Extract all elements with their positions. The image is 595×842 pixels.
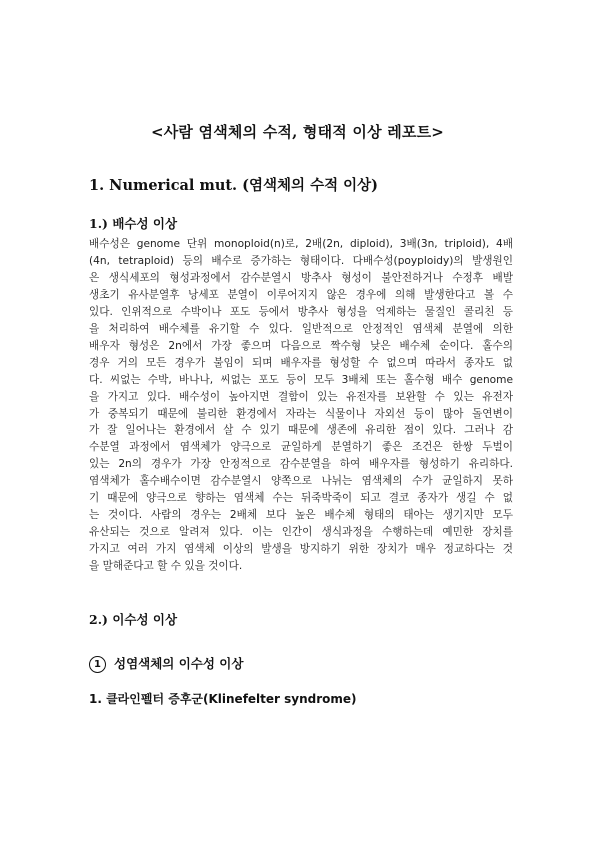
paragraph-line: 있다. 인위적으로 수박이나 포도 등에서 방추사 형성을 억제하는 물질인 콜리친 등 [89,305,513,318]
paragraph-line: 염색체가 홀수배수이면 감수분열시 양쪽으로 나뉘는 염색체의 수가 균일하지 못하 [89,475,513,488]
paragraph-line: 가지고 여러 가지 염색체 이상의 발생을 방지하기 위한 장치가 매우 정교하다는 것 [89,543,513,556]
paragraph-line: 생초기 유사분열후 낭세포 분열이 이루어지지 않은 경우에 의해 발생한다고 볼 수 [89,288,513,301]
paragraph-line: 은 생식세포의 형성과정에서 감수분열시 방추사 형성이 불안전하거나 수정후 배발 [89,271,513,284]
item-heading-text: 성염색체의 이수성 이상 [114,656,244,671]
item-heading-sex-chromosome [89,654,243,673]
section-heading-numerical: 1. Numerical mut. (염색체의 수적 이상) [89,177,379,194]
subsection-heading-polyploidy: 1.) 배수성 이상 [89,216,178,231]
paragraph-line: 다. 씨없는 수박, 바나나, 씨없는 포도 등이 모두 3배체 또는 홀수형 배수 genome [89,373,513,386]
paragraph-line: 경우 거의 모든 경우가 불임이 되며 배우자를 형성할 수 없으며 따라서 종자도 없 [89,356,513,369]
circled-number-marker: 1 [89,656,106,673]
paragraph-line: 을 가지고 있다. 배수성이 높아지면 결함이 있는 유전자를 보완할 수 있는 유전자 [89,390,513,403]
paragraph-line: (4n, tetraploid) 등의 배수로 증가하는 형태이다. 다배수성(poyploidy)의 발생원인 [89,254,513,267]
paragraph-line: 기 때문에 양극으로 향하는 염색체 수는 뒤죽박죽이 되고 결코 종자가 생길 수 없 [89,492,513,505]
paragraph-line: 있는 2n의 경우가 가장 안정적으로 감수분열을 하여 배우자를 형성하기 유리하다. [89,458,513,471]
subitem-heading-klinefelter: 1. 클라인펠터 증후군(Klinefelter syndrome) [89,692,357,706]
paragraph-line: 을 처리하여 배수체를 유기할 수 있다. 일반적으로 안정적인 염색체 분열에 의한 [89,322,513,335]
paragraph-line: 가 잘 일어나는 환경에서 살 수 있기 때문에 생존에 유리한 점이 있다. 그러나 감 [89,424,513,437]
subsection-heading-aneuploidy: 2.) 이수성 이상 [89,612,178,627]
paragraph-line: 을 말해준다고 할 수 있을 것이다. [89,560,243,573]
paragraph-line: 는 것이다. 사람의 경우는 2배체 보다 높은 배수체 형태의 태아는 생기지만 모두 [89,509,513,522]
paragraph-line: 가 중복되기 때문에 불리한 환경에서 자라는 식물이나 자외선 등이 많아 돌연변이 [89,407,513,420]
paragraph-line: 배수성은 genome 단위 monoploid(n)로, 2배(2n, diploid), 3배(3n, triploid), 4배 [89,238,513,250]
paragraph-line: 수분열 과정에서 염색체가 양극으로 균일하게 분열하기 좋은 조건은 한쌍 두벌이 [89,441,513,454]
polyploidy-paragraph [89,236,513,575]
document-title: <사람 염색체의 수적, 형태적 이상 레포트> [150,123,445,141]
paragraph-line: 유산되는 것으로 알려져 있다. 이는 인간이 생식과정을 수행하는데 예민한 장치를 [89,526,513,539]
paragraph-line: 배우자 형성은 2n에서 가장 좋으며 다음으로 짝수형 낮은 배수체 순이다. 홀수의 [89,339,513,352]
